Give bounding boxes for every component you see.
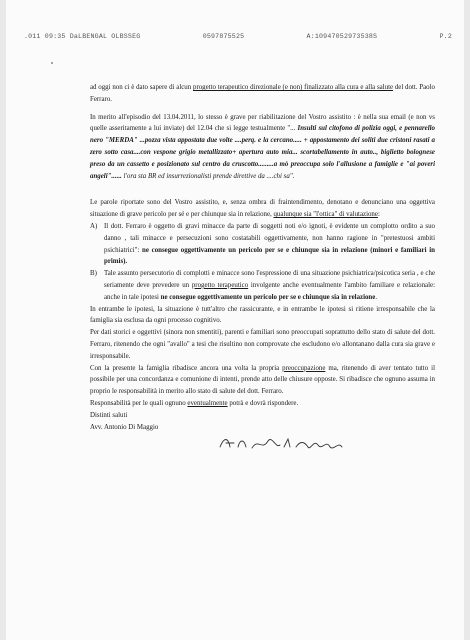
point-b <box>90 268 435 303</box>
handwritten-signature <box>218 435 435 453</box>
closing: Distinti saluti <box>90 411 128 419</box>
bold-text: ne consegue oggettivamente un pericolo per se e chiunque sia in relazione (minori e familiari in primis). <box>104 246 435 266</box>
fax-header-number: 0597875525 <box>202 33 245 40</box>
document-page <box>6 0 464 640</box>
underlined-text: qualunque sia "l'ottica" di valutazione <box>273 211 378 219</box>
paragraph-6 <box>90 363 435 398</box>
underlined-text: preoccupazione <box>282 364 326 372</box>
bold-text: ne consegue oggettivamente un pericolo per se e chiunque sia in relazione <box>160 293 376 301</box>
underlined-text: progetto terapeutico <box>191 281 249 289</box>
text: del dott. Paolo Ferraro. <box>90 84 435 103</box>
text: In merito all'episodio del 13.04.2011, lo stesso è grave per riabilitazione del Vostro assistito : è nella sua email (e non vs quelle asseritamente a lui inviate) del 12.04 che si legge testualmente "... <box>90 113 435 133</box>
underlined-text: eventualmente <box>187 399 228 407</box>
fax-page-number: P.2 <box>439 33 452 40</box>
text: potrà e dovrà rispondere. <box>227 399 299 407</box>
paragraph-5: Per dati storici e oggettivi (sinora non smentiti), parenti e familiari sono preoccupati soprattutto dello stato di salute del dott. Ferraro, ritenendo che ogni "avallo" a tesi che risultino non comprovate che escludono e/o allontanano dalla cura sia grave e irresponsabile. <box>90 329 435 360</box>
text: Con la presente la famiglia ribadisce ancora una volta la propria <box>90 364 283 372</box>
text: ma, ritenendo di aver tentato tutto il possibile per una concordanza e comunione di intenti, prende atto delle chiusure opposte. Si ribadisce che ognuno assuma in proprio le responsabilità in merito allo stato di salute del dott. Ferraro. <box>90 364 435 396</box>
signatory-name: Avv. Antonio Di Maggio <box>90 423 159 431</box>
paragraph-2 <box>90 112 435 183</box>
paragraph-1 <box>90 82 435 106</box>
fax-header-id: A:10947052973538S <box>306 33 378 40</box>
text: Le parole riportate sono del Vostro assistito, e, senza ombra di fraintendimento, denotano e denunciano una oggettiva situazione di grave pericolo per sé e per chiunque sia in relazione, <box>90 199 435 219</box>
text: involgente anche eventualmente l'ambito familiare e relazionale: anche in tale ipotesi <box>104 281 435 301</box>
signature-scribble <box>218 435 368 453</box>
quoted-email-text-end: l'ora sta BR ed insurrezionalisti prende direttive da ....chi sa". <box>123 172 295 180</box>
point-a <box>90 221 435 268</box>
text: . <box>375 293 378 301</box>
letter-body <box>90 82 435 453</box>
paragraph-4: In entrambe le ipotesi, la situazione è tutt'altro che rassicurante, e in entrambe le ipotesi si ritiene irresponsabile che la famiglia sia esclusa da ogni processo cognitivo. <box>90 305 435 325</box>
paragraph-3 <box>90 197 435 221</box>
paragraph-7 <box>90 398 435 410</box>
point-b-text <box>104 268 435 303</box>
text: Il dott. Ferraro è oggetto di gravi minacce da parte di soggetti noti e/o ignoti, è evidente un complotto ordito a suo danno , tali minacce e persecuzioni sono costatabili oggettivamente, non hanno ragione in "pretestuosi ambiti psichiatrici": <box>104 222 435 254</box>
text: : <box>377 211 380 219</box>
text: Responsabilità per le quali ognuno <box>90 399 188 407</box>
point-a-label: A) <box>90 222 98 230</box>
point-b-label: B) <box>90 270 97 278</box>
point-a-text <box>104 221 435 268</box>
text: Tale assunto persecutorio di complotti e minacce sono l'espressione di una situazione psichiatrica/psicotica seria , e che seriamente deve prevedere un <box>104 270 435 289</box>
quoted-email-text: Insulti sul citofono di polizia oggi, e pennarello nero "MERDA" ...pozza vista appostata due volte ....perq. e la cercano..... + appostamento dei soliti due cristoni rasati a zero sotto casa....con vespone grigio metallizzato+ apertura auto mia... scortabellamento in auto.., biglietto bolognese preso da un cassetto e posizionato sul centro da cruscotto.........a mò preoccupa solo l'allusione a famiglie e "ai poveri angeli"...... <box>90 125 436 180</box>
fax-header <box>24 33 452 40</box>
fax-header-left: .011 09:35 DaLBENGAL OLBSSEG <box>24 33 141 40</box>
text: ad oggi non ci è dato sapere di alcun <box>90 84 193 91</box>
underlined-text: progetto terapeutico direzionale (e non) finalizzato alla cura e alla salute <box>193 84 394 91</box>
scan-speck <box>51 62 53 64</box>
